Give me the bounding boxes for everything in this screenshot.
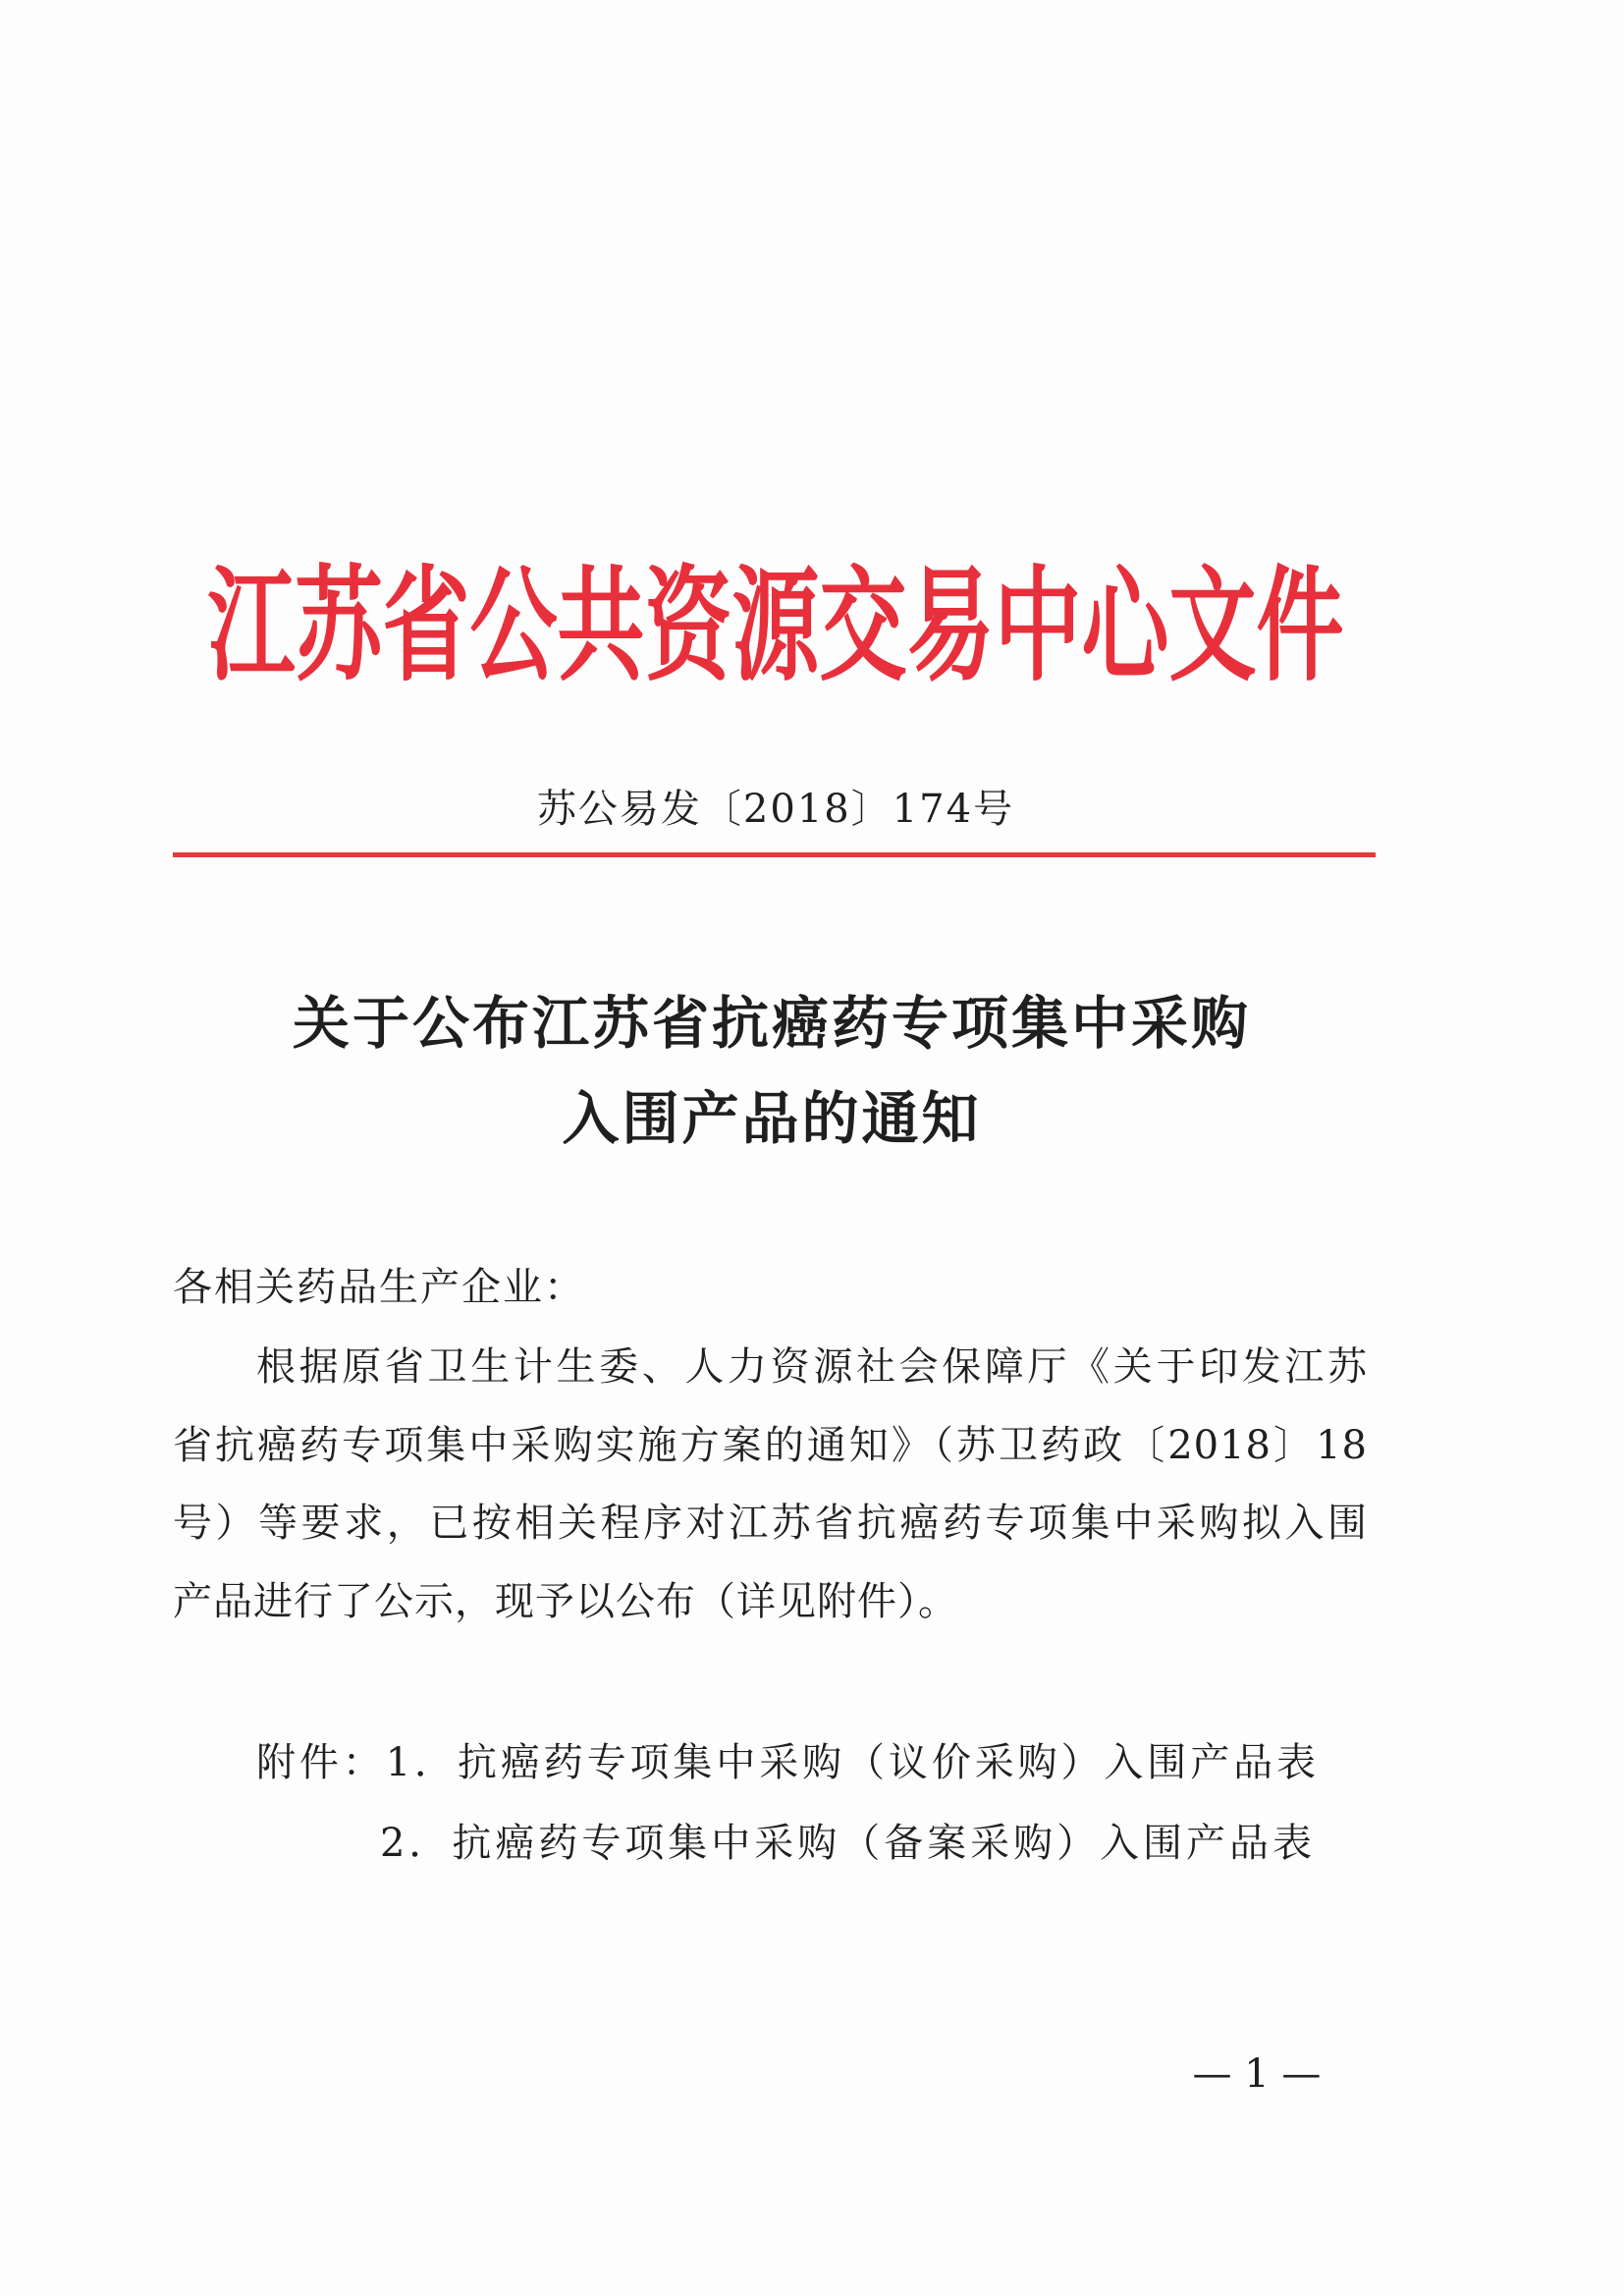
body-paragraph (173, 1329, 1368, 1641)
salutation: 各相关药品生产企业： (173, 1265, 585, 1310)
issuing-office-header: 江苏省公共资源交易中心文件 (207, 551, 1344, 699)
page-number: — 1 — (1192, 2051, 1322, 2097)
body-line-1: 根据原省卫生计生委、人力资源社会保障厅《关于印发江苏 (256, 1344, 1368, 1390)
notice-title-line-1: 关于公布江苏省抗癌药专项集中采购 (292, 990, 1251, 1057)
notice-title-line-2: 入围产品的通知 (562, 1085, 982, 1152)
attachment-label: 附件： (256, 1741, 386, 1784)
body-line-3: 号）等要求，已按相关程序对江苏省抗癌药专项集中采购拟入围 (173, 1501, 1368, 1546)
body-line-4: 产品进行了公示，现予以公布（详见附件）。 (173, 1578, 958, 1624)
attachment-line-1 (256, 1741, 1317, 1784)
document-number: 苏公易发〔2018〕174号 (536, 787, 1015, 832)
attachment-line-2 (380, 1822, 1313, 1865)
red-divider-rule (173, 852, 1376, 857)
attachment-item-2: 2．抗癌药专项集中采购（备案采购）入围产品表 (380, 1822, 1313, 1865)
attachment-item-1: 1．抗癌药专项集中采购（议价采购）入围产品表 (385, 1741, 1317, 1784)
body-line-2: 省抗癌药专项集中采购实施方案的通知》（苏卫药政〔2018〕18 (173, 1422, 1368, 1468)
notice-title (173, 976, 1371, 1167)
